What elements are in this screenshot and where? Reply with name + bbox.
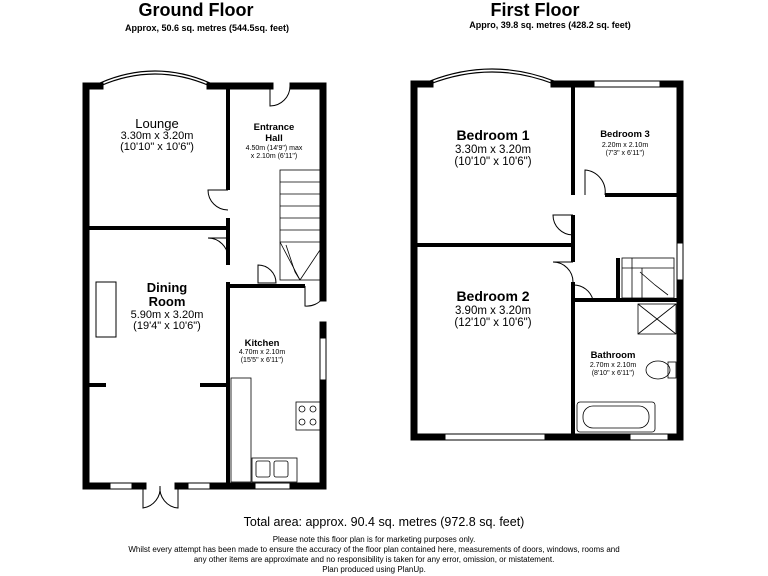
- dining-room-dim-imperial: (19'4" x 10'6"): [133, 320, 201, 332]
- bedroom1-dim-imperial: (10'10" x 10'6"): [454, 156, 532, 168]
- lounge-name: Lounge: [135, 116, 179, 131]
- bedroom1-bay-window: [430, 69, 554, 84]
- ground-floor-area: Approx, 50.6 sq. metres (544.5sq. feet): [124, 23, 290, 33]
- ground-floor-plan: [86, 0, 326, 508]
- bathroom-name: Bathroom: [590, 350, 636, 361]
- kitchen-dim-metric: 4.70m x 2.10m: [238, 349, 286, 356]
- first-floor-title: First Floor: [490, 0, 580, 20]
- total-area: Total area: approx. 90.4 sq. metres (972.8 sq. feet): [243, 515, 525, 529]
- first-floor-plan: [414, 0, 683, 440]
- bedroom3-dim-imperial: (7'3" x 6'11"): [605, 150, 645, 157]
- entrance-hall-dim-2: x 2.10m (6'11"): [250, 153, 298, 160]
- ground-floor-stairs: [280, 170, 320, 280]
- lounge-bay-window: [100, 71, 210, 86]
- bathroom-dim-imperial: (8'10" x 6'11"): [591, 370, 635, 377]
- dining-room-name-2: Room: [148, 294, 186, 309]
- bedroom1-name: Bedroom 1: [456, 127, 530, 143]
- bedroom2-dim-imperial: (12'10" x 10'6"): [454, 317, 532, 329]
- dining-room-dim-metric: 5.90m x 3.20m: [130, 309, 204, 321]
- entrance-hall-dim-1: 4.50m (14'9") max: [245, 145, 303, 152]
- ground-floor-title: Ground Floor: [138, 0, 254, 20]
- bedroom1-dim-metric: 3.30m x 3.20m: [454, 144, 532, 156]
- first-floor-area: Appro, 39.8 sq. metres (428.2 sq. feet): [469, 20, 631, 30]
- disclaimer-line-4: Plan produced using PlanUp.: [322, 565, 426, 574]
- kitchen-fittings: [231, 378, 320, 482]
- entrance-hall-name-2: Hall: [265, 133, 283, 144]
- dining-room-name-1: Dining: [146, 280, 188, 295]
- first-floor-doors: [553, 170, 605, 300]
- disclaimer-line-2: Whilst every attempt has been made to ensure the accuracy of the floor plan contained here, measurements of doors, windows, rooms and: [128, 545, 620, 554]
- disclaimer-line-3: any other items are approximate and no responsibility is taken for any error, omission, or mistatement.: [193, 555, 555, 564]
- lounge-dim-imperial: (10'10" x 10'6"): [120, 141, 194, 153]
- entrance-hall-name-1: Entrance: [253, 122, 295, 133]
- kitchen-dim-imperial: (15'5" x 6'11"): [240, 357, 284, 364]
- disclaimer-line-1: Please note this floor plan is for marketing purposes only.: [272, 535, 476, 544]
- lounge-dim-metric: 3.30m x 3.20m: [120, 130, 194, 142]
- first-floor-stairs: [622, 258, 674, 298]
- bedroom2-dim-metric: 3.90m x 3.20m: [454, 305, 532, 317]
- bedroom3-dim-metric: 2.20m x 2.10m: [601, 142, 649, 149]
- bathroom-dim-metric: 2.70m x 2.10m: [589, 362, 637, 369]
- kitchen-name: Kitchen: [244, 338, 280, 349]
- bedroom3-name: Bedroom 3: [600, 129, 650, 140]
- bedroom2-name: Bedroom 2: [456, 288, 530, 304]
